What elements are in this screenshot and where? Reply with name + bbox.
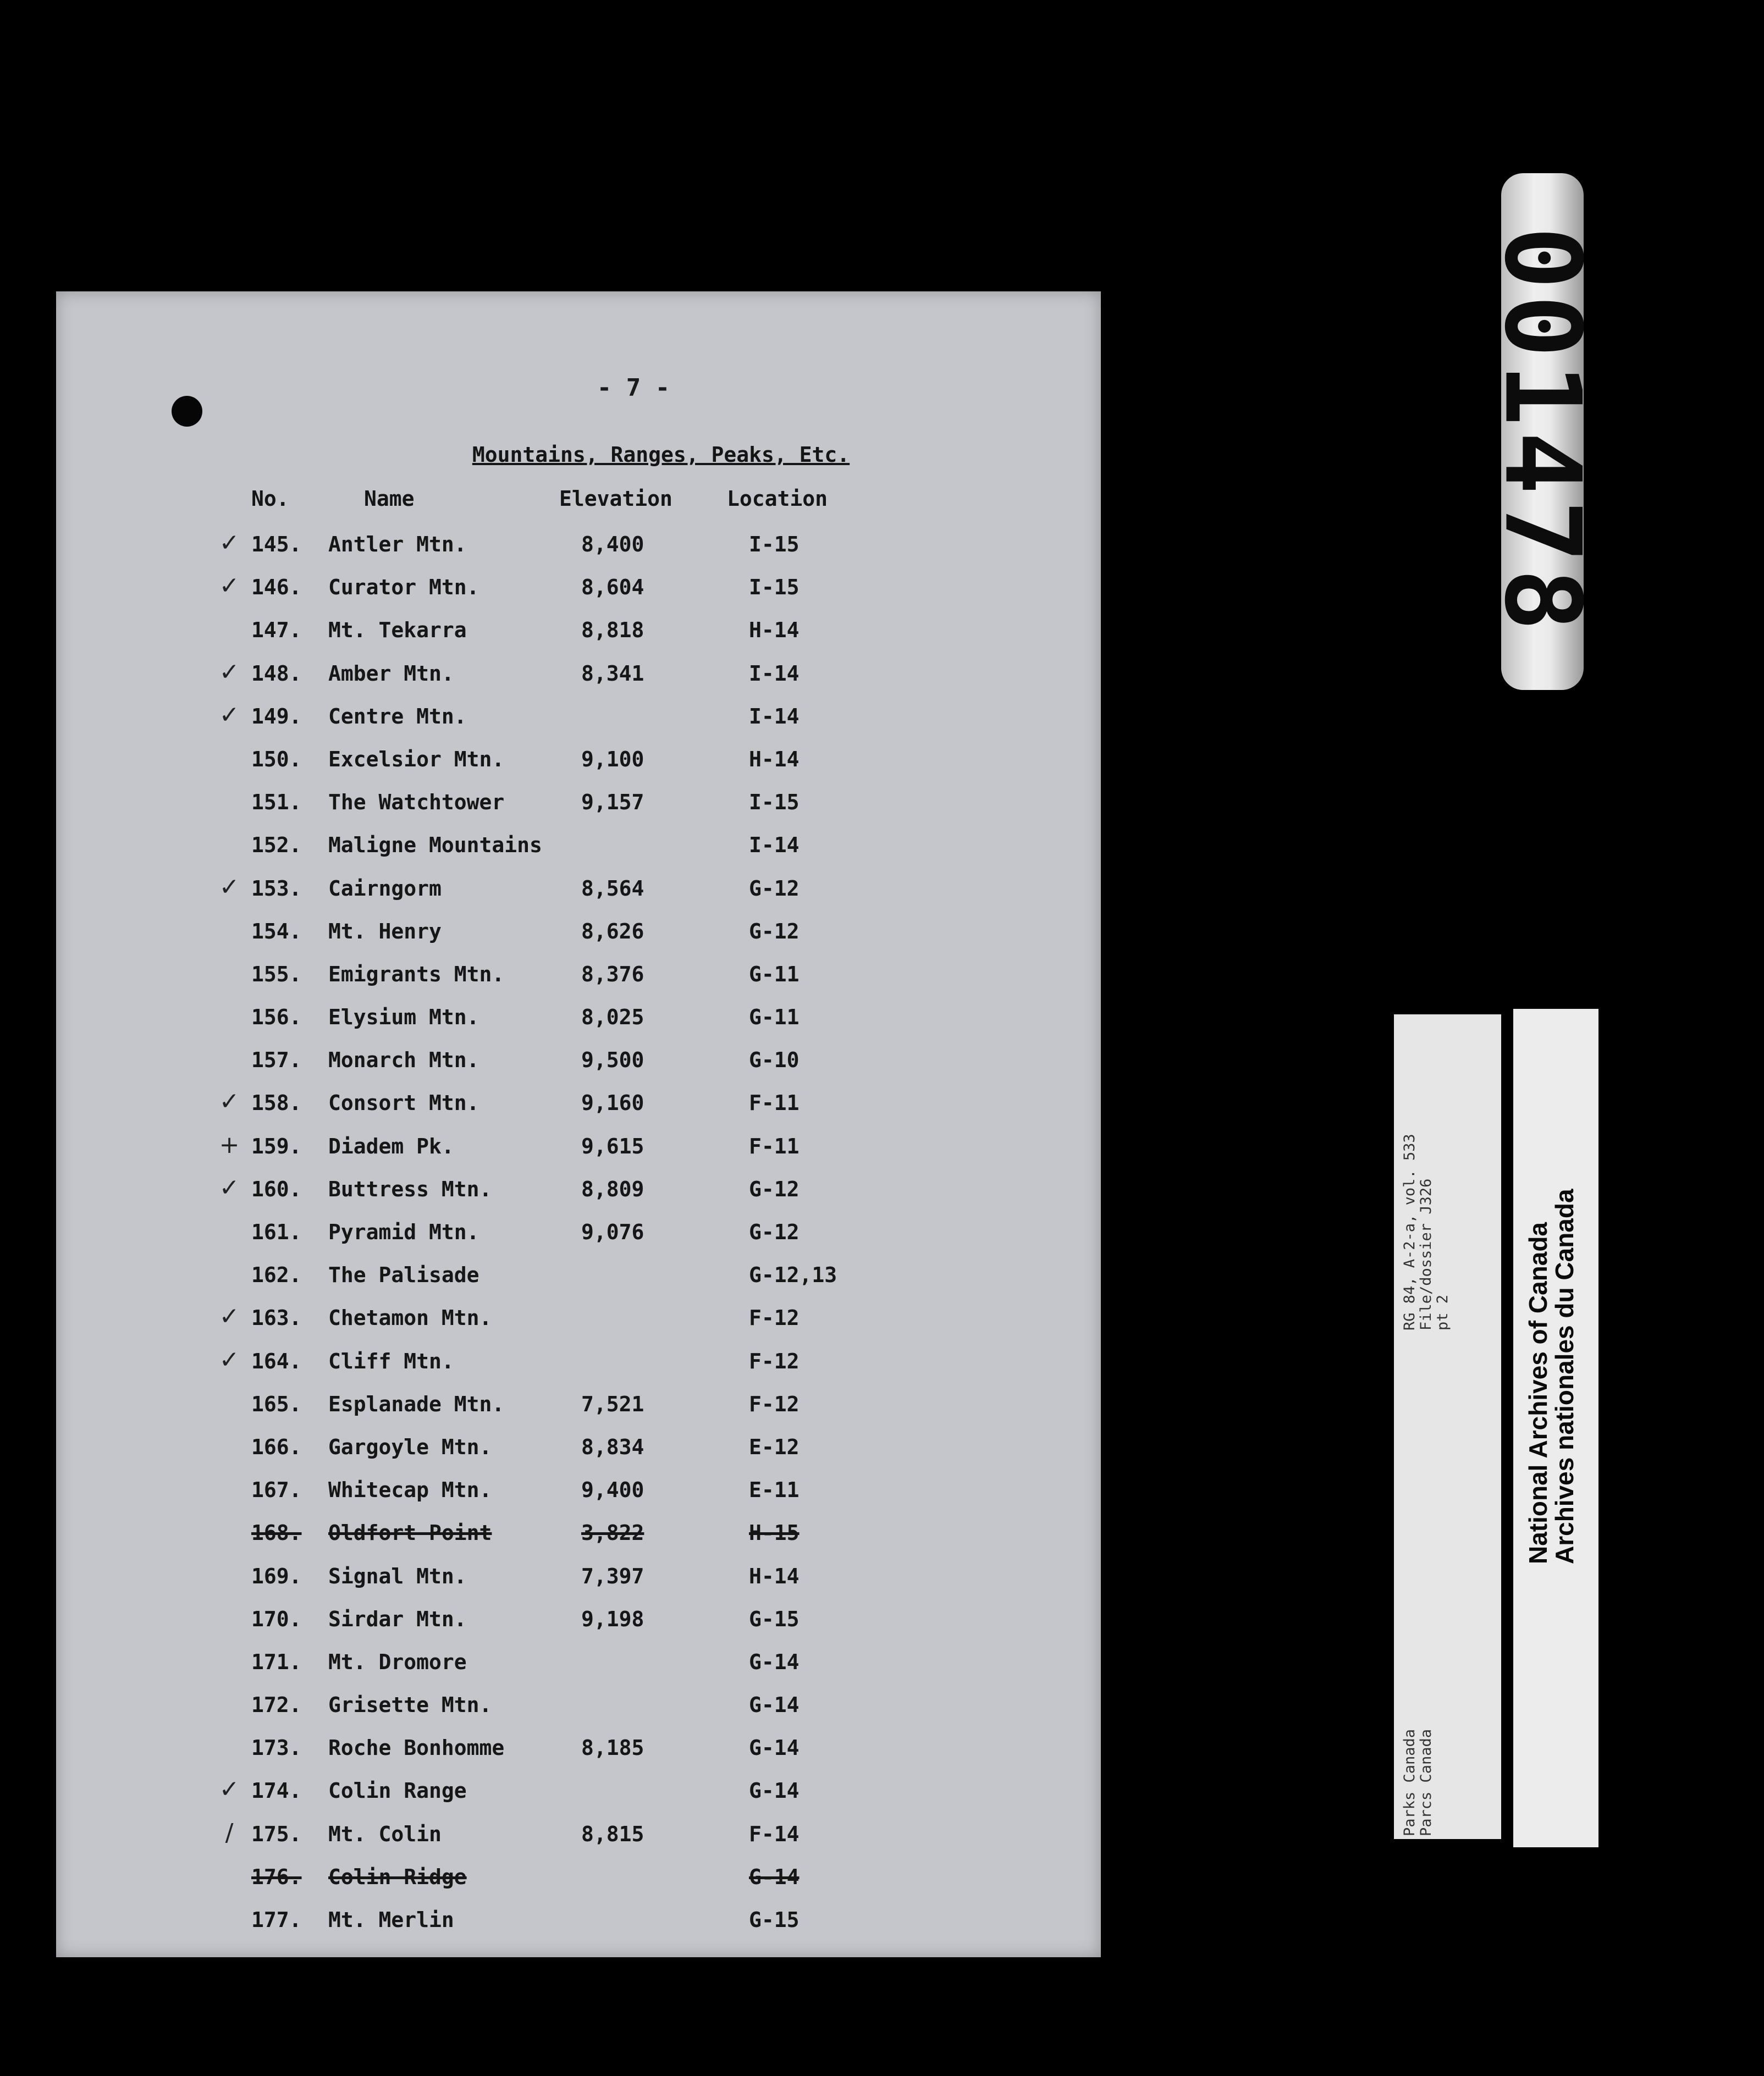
entry-location: G-15 (749, 1908, 800, 1932)
film-number: 001478 (1481, 226, 1603, 637)
table-row (56, 1774, 1101, 1817)
entry-elevation: 9,160 (581, 1091, 644, 1116)
entry-name: Signal Mtn. (328, 1564, 467, 1588)
entry-name: Amber Mtn. (328, 661, 454, 686)
entry-elevation: 3,822 (581, 1521, 644, 1545)
entry-location: G-14 (749, 1649, 800, 1674)
entry-name: Cliff Mtn. (328, 1349, 454, 1373)
archive-name-english: National Archives of Canada (1524, 1222, 1552, 1564)
entry-elevation: 8,341 (581, 661, 644, 686)
entry-location: I-15 (749, 790, 800, 815)
entry-elevation: 9,198 (581, 1606, 644, 1631)
table-row (56, 1903, 1101, 1946)
entry-location: F-11 (749, 1091, 800, 1116)
entry-number: 150. (251, 747, 302, 771)
entry-name: Maligne Mountains (328, 833, 542, 858)
table-row (56, 1173, 1101, 1216)
entry-elevation: 8,626 (581, 919, 644, 943)
entry-elevation: 8,400 (581, 532, 644, 556)
entry-location: G-11 (749, 962, 800, 986)
entry-name: Gargoyle Mtn. (328, 1434, 492, 1459)
entry-elevation: 8,376 (581, 962, 644, 986)
entry-location: G-12,13 (749, 1263, 837, 1288)
table-row (56, 915, 1101, 958)
entry-location: I-14 (749, 661, 800, 686)
entry-number: 152. (251, 833, 302, 858)
check-mark: ✓ (219, 1087, 240, 1116)
check-mark: ✓ (219, 1173, 240, 1202)
entry-location: F-12 (749, 1349, 800, 1373)
entry-elevation: 9,100 (581, 747, 644, 771)
entry-location: H-14 (749, 747, 800, 771)
entry-number: 147. (251, 618, 302, 643)
entry-location: G-15 (749, 1606, 800, 1631)
entry-name: Buttress Mtn. (328, 1177, 492, 1201)
entry-location: G-12 (749, 876, 800, 901)
entry-location: G-12 (749, 1220, 800, 1244)
entry-location: I-15 (749, 575, 800, 600)
table-row (56, 1130, 1101, 1173)
check-mark: + (219, 1130, 240, 1159)
entry-elevation: 9,615 (581, 1134, 644, 1158)
table-row (56, 1603, 1101, 1646)
entry-number: 148. (251, 661, 302, 686)
entry-location: G-14 (749, 1693, 800, 1718)
header-name: Name (364, 487, 415, 511)
entry-name: Oldfort Point (328, 1521, 492, 1545)
table-row (56, 743, 1101, 786)
table-row (56, 1818, 1101, 1860)
page-number: - 7 - (597, 374, 670, 402)
entry-number: 161. (251, 1220, 302, 1244)
agency-french: Parcs Canada (1418, 1729, 1435, 1836)
entry-location: G-12 (749, 1177, 800, 1201)
table-row (56, 1731, 1101, 1774)
table-row (56, 1258, 1101, 1301)
table-row (56, 1301, 1101, 1344)
document-page (56, 291, 1101, 1957)
entry-elevation: 8,604 (581, 575, 644, 600)
entry-location: H-15 (749, 1521, 800, 1545)
entry-elevation: 7,397 (581, 1564, 644, 1588)
entry-number: 149. (251, 704, 302, 728)
entry-number: 145. (251, 532, 302, 556)
table-row (56, 872, 1101, 915)
entry-location: F-12 (749, 1306, 800, 1330)
entry-location: E-11 (749, 1478, 800, 1503)
entry-name: Mt. Dromore (328, 1649, 467, 1674)
table-row (56, 657, 1101, 700)
entry-number: 168. (251, 1521, 302, 1545)
mountain-list (56, 528, 1101, 1946)
entry-name: Curator Mtn. (328, 575, 479, 600)
entry-name: Mt. Colin (328, 1821, 442, 1846)
entry-name: Cairngorm (328, 876, 442, 901)
header-no: No. (251, 487, 289, 511)
entry-location: G-11 (749, 1005, 800, 1030)
entry-elevation: 9,076 (581, 1220, 644, 1244)
entry-name: Centre Mtn. (328, 704, 467, 728)
punch-hole (172, 396, 202, 427)
table-row (56, 1043, 1101, 1086)
entry-location: H-14 (749, 618, 800, 643)
entry-location: G-14 (749, 1736, 800, 1760)
entry-number: 153. (251, 876, 302, 901)
check-mark: ✓ (219, 1775, 240, 1804)
table-row (56, 528, 1101, 571)
table-row (56, 1516, 1101, 1559)
entry-number: 151. (251, 790, 302, 815)
entry-number: 156. (251, 1005, 302, 1030)
table-row (56, 786, 1101, 829)
entry-elevation: 8,025 (581, 1005, 644, 1030)
reference-line-2: File/dossier J326 (1418, 1178, 1435, 1330)
entry-location: F-11 (749, 1134, 800, 1158)
entry-location: I-14 (749, 833, 800, 858)
entry-name: The Watchtower (328, 790, 505, 815)
entry-number: 169. (251, 1564, 302, 1588)
entry-name: Consort Mtn. (328, 1091, 479, 1116)
table-row (56, 1388, 1101, 1431)
entry-elevation: 8,185 (581, 1736, 644, 1760)
entry-name: Diadem Pk. (328, 1134, 454, 1158)
entry-number: 177. (251, 1908, 302, 1932)
entry-name: Excelsior Mtn. (328, 747, 505, 771)
table-row (56, 571, 1101, 614)
table-row (56, 1345, 1101, 1388)
entry-location: G-14 (749, 1779, 800, 1803)
entry-elevation: 8,809 (581, 1177, 644, 1201)
entry-elevation: 9,500 (581, 1048, 644, 1073)
check-mark: ✓ (219, 1302, 240, 1331)
entry-elevation: 8,564 (581, 876, 644, 901)
table-row (56, 700, 1101, 743)
entry-location: G-12 (749, 919, 800, 943)
check-mark: ✓ (219, 529, 240, 557)
entry-name: Sirdar Mtn. (328, 1606, 467, 1631)
reference-line-1: RG 84, A-2-a, vol. 533 (1401, 1134, 1418, 1330)
entry-elevation: 8,815 (581, 1821, 644, 1846)
entry-location: E-12 (749, 1434, 800, 1459)
entry-name: Pyramid Mtn. (328, 1220, 479, 1244)
entry-name: Roche Bonhomme (328, 1736, 505, 1760)
table-row (56, 1431, 1101, 1473)
header-elevation: Elevation (559, 487, 672, 511)
check-mark: ✓ (219, 1345, 240, 1374)
entry-name: Monarch Mtn. (328, 1048, 479, 1073)
entry-name: Mt. Tekarra (328, 618, 467, 643)
entry-number: 160. (251, 1177, 302, 1201)
entry-number: 146. (251, 575, 302, 600)
entry-number: 165. (251, 1392, 302, 1416)
entry-number: 167. (251, 1478, 302, 1503)
agency-english: Parks Canada (1401, 1729, 1418, 1836)
entry-location: F-14 (749, 1821, 800, 1846)
entry-name: Colin Range (328, 1779, 467, 1803)
check-mark: ✓ (219, 873, 240, 901)
entry-name: Whitecap Mtn. (328, 1478, 492, 1503)
entry-number: 154. (251, 919, 302, 943)
entry-name: Mt. Henry (328, 919, 442, 943)
table-row (56, 1216, 1101, 1258)
entry-location: F-12 (749, 1392, 800, 1416)
entry-name: Elysium Mtn. (328, 1005, 479, 1030)
entry-number: 164. (251, 1349, 302, 1373)
entry-location: G-14 (749, 1864, 800, 1889)
film-reel-label (1481, 173, 1603, 690)
entry-number: 173. (251, 1736, 302, 1760)
entry-name: Grisette Mtn. (328, 1693, 492, 1718)
entry-location: G-10 (749, 1048, 800, 1073)
reference-line-3: pt 2 (1434, 1294, 1451, 1330)
entry-name: Antler Mtn. (328, 532, 467, 556)
table-row (56, 1560, 1101, 1603)
entry-name: Mt. Merlin (328, 1908, 454, 1932)
entry-number: 166. (251, 1434, 302, 1459)
entry-number: 158. (251, 1091, 302, 1116)
entry-number: 174. (251, 1779, 302, 1803)
table-row (56, 1473, 1101, 1516)
page-title: Mountains, Ranges, Peaks, Etc. (472, 443, 850, 467)
entry-number: 170. (251, 1606, 302, 1631)
check-mark: / (225, 1818, 234, 1847)
entry-name: Emigrants Mtn. (328, 962, 505, 986)
entry-number: 159. (251, 1134, 302, 1158)
entry-name: Colin Ridge (328, 1864, 467, 1889)
table-row (56, 1860, 1101, 1903)
entry-elevation: 8,818 (581, 618, 644, 643)
entry-location: I-14 (749, 704, 800, 728)
entry-name: Chetamon Mtn. (328, 1306, 492, 1330)
header-location: Location (727, 487, 828, 511)
table-row (56, 1086, 1101, 1129)
entry-name: Esplanade Mtn. (328, 1392, 505, 1416)
entry-number: 171. (251, 1649, 302, 1674)
entry-number: 175. (251, 1821, 302, 1846)
check-mark: ✓ (219, 572, 240, 600)
entry-elevation: 7,521 (581, 1392, 644, 1416)
table-row (56, 1646, 1101, 1688)
table-row (56, 614, 1101, 656)
table-row (56, 1001, 1101, 1043)
entry-number: 162. (251, 1263, 302, 1288)
entry-location: H-14 (749, 1564, 800, 1588)
entry-name: The Palisade (328, 1263, 479, 1288)
entry-number: 157. (251, 1048, 302, 1073)
entry-elevation: 8,834 (581, 1434, 644, 1459)
entry-number: 155. (251, 962, 302, 986)
entry-location: I-15 (749, 532, 800, 556)
entry-number: 163. (251, 1306, 302, 1330)
table-row (56, 1688, 1101, 1731)
entry-elevation: 9,157 (581, 790, 644, 815)
table-row (56, 829, 1101, 871)
entry-elevation: 9,400 (581, 1478, 644, 1503)
entry-number: 172. (251, 1693, 302, 1718)
table-row (56, 958, 1101, 1001)
check-mark: ✓ (219, 658, 240, 686)
archive-name-french: Archives nationales du Canada (1550, 1189, 1579, 1564)
entry-number: 176. (251, 1864, 302, 1889)
check-mark: ✓ (219, 700, 240, 729)
